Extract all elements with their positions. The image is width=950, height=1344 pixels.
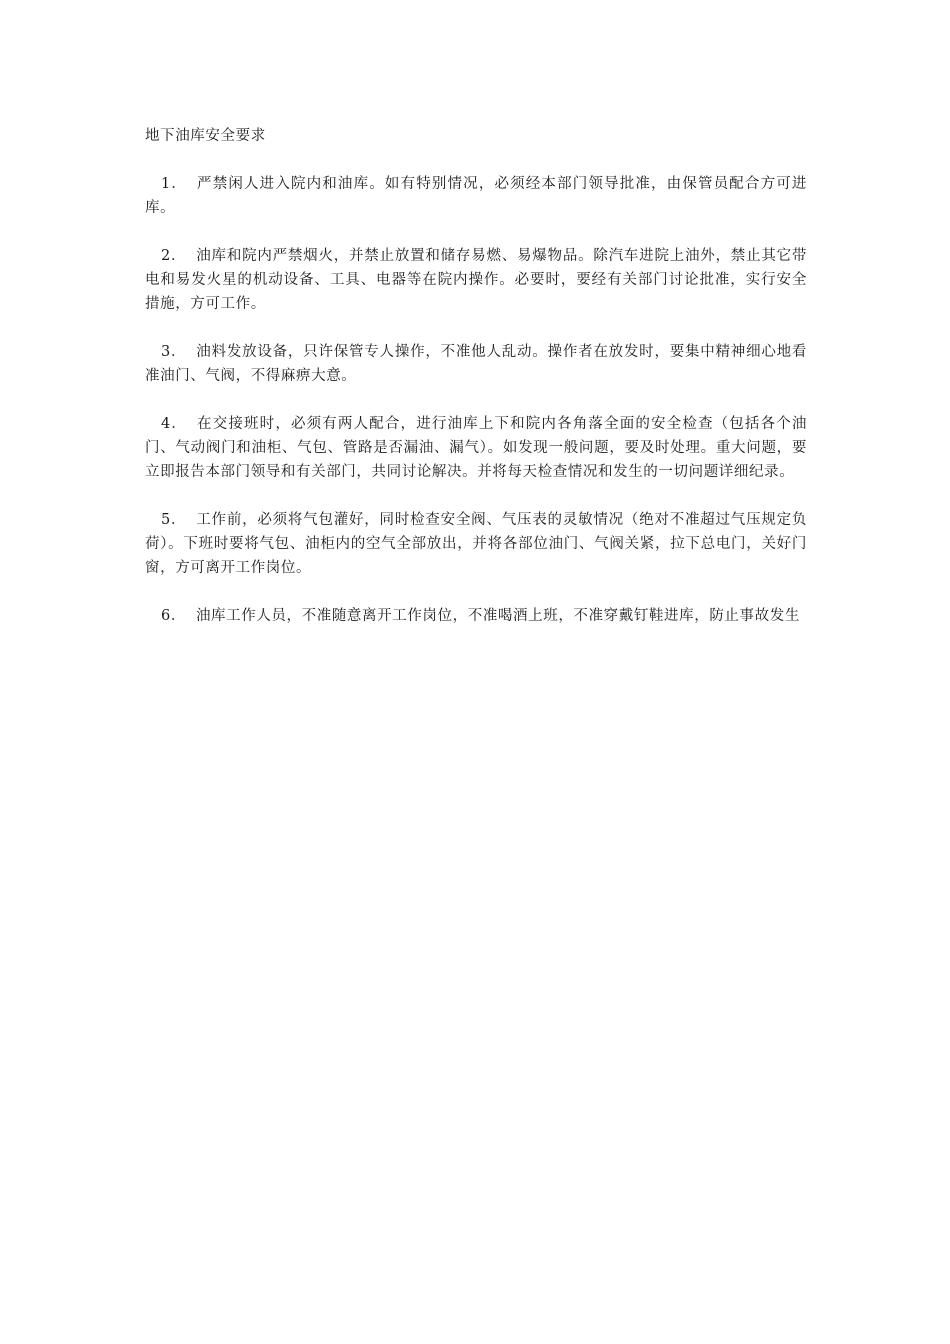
rule-item-1 (145, 172, 807, 220)
rule-text: 油库和院内严禁烟火，并禁止放置和储存易燃、易爆物品。除汽车进院上油外，禁止其它带电和易发火星的机动设备、工具、电器等在院内操作。必要时，要经有关部门讨论批准，实行安全措施，方可工作。 (145, 248, 807, 312)
document-title: 地下油库安全要求 (145, 128, 266, 144)
rule-text: 油料发放设备，只许保管专人操作，不准他人乱动。操作者在放发时，要集中精神细心地看准油门、气阀，不得麻痹大意。 (145, 344, 807, 384)
rule-number: 4． (161, 416, 188, 432)
rule-number: 1． (161, 176, 188, 192)
rule-number: 3． (161, 344, 187, 360)
rule-text: 油库工作人员，不准随意离开工作岗位，不准喝酒上班，不准穿戴钉鞋进库，防止事故发生 (195, 608, 800, 624)
rule-text: 严禁闲人进入院内和油库。如有特别情况，必须经本部门领导批准，由保管员配合方可进库。 (145, 176, 807, 216)
rule-number: 6． (161, 608, 186, 624)
rule-text: 工作前，必须将气包灌好，同时检查安全阀、气压表的灵敏情况（绝对不准超过气压规定负荷）。下班时要将气包、油柜内的空气全部放出，并将各部位油门、气阀关紧，拉下总电门，关好门窗，方可离开工作岗位。 (145, 512, 807, 576)
rule-item-3 (145, 340, 807, 388)
rule-item-6 (145, 604, 807, 628)
rule-item-2 (145, 244, 807, 316)
rule-text: 在交接班时，必须有两人配合，进行油库上下和院内各角落全面的安全检查（包括各个油门、气动阀门和油柜、气包、管路是否漏油、漏气）。如发现一般问题，要及时处理。重大问题，要立即报告本部门领导和有关部门，共同讨论解决。并将每天检查情况和发生的一切问题详细纪录。 (145, 416, 807, 480)
rule-number: 5． (161, 512, 187, 528)
rule-number: 2． (161, 248, 187, 264)
rule-item-4 (145, 412, 807, 484)
rule-item-5 (145, 508, 807, 580)
document-body (145, 124, 807, 652)
